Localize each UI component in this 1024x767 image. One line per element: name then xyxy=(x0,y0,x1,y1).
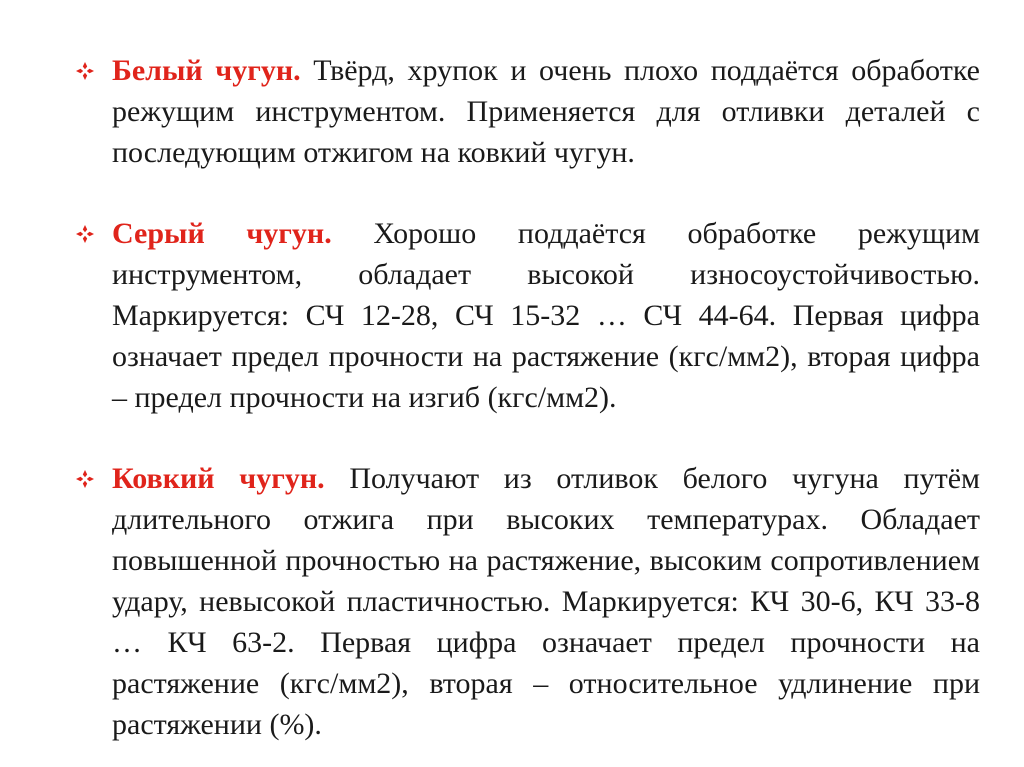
term-label: Ковкий чугун. xyxy=(112,462,325,495)
list-item-gray-cast-iron xyxy=(76,213,980,418)
list-item-malleable-cast-iron xyxy=(76,458,980,745)
item-description: Получают из отливок белого чугуна путём длительного отжига при высоких температурах. Обладает повышенной прочностью на растяжение, высоким сопротивлением удару, невысокой пластичностью. Маркируется: КЧ 30-6, КЧ 33-8 … КЧ 63-2. Первая цифра означает предел прочности на растяжение (кгс/мм2), вторая – относительное удлинение при растяжении (%). xyxy=(112,462,980,741)
diamond-bullet-icon xyxy=(76,50,100,91)
term-label: Белый чугун. xyxy=(112,54,301,87)
term-label: Серый чугун. xyxy=(112,217,332,250)
diamond-bullet-icon xyxy=(76,213,100,254)
item-description: Хорошо поддаётся обработке режущим инструментом, обладает высокой износоустойчивостью. Маркируется: СЧ 12-28, СЧ 15-32 … СЧ 44-64. Первая цифра означает предел прочности на растяжение (кгс/мм2), вторая цифра – предел прочности на изгиб (кгс/мм2). xyxy=(112,217,981,414)
item-description: Твёрд, хрупок и очень плохо поддаётся обработке режущим инструментом. Применяется для отливки деталей с последующим отжигом на ковкий чугун. xyxy=(112,54,980,169)
diamond-bullet-icon xyxy=(76,458,100,499)
list-item-white-cast-iron xyxy=(76,50,980,173)
